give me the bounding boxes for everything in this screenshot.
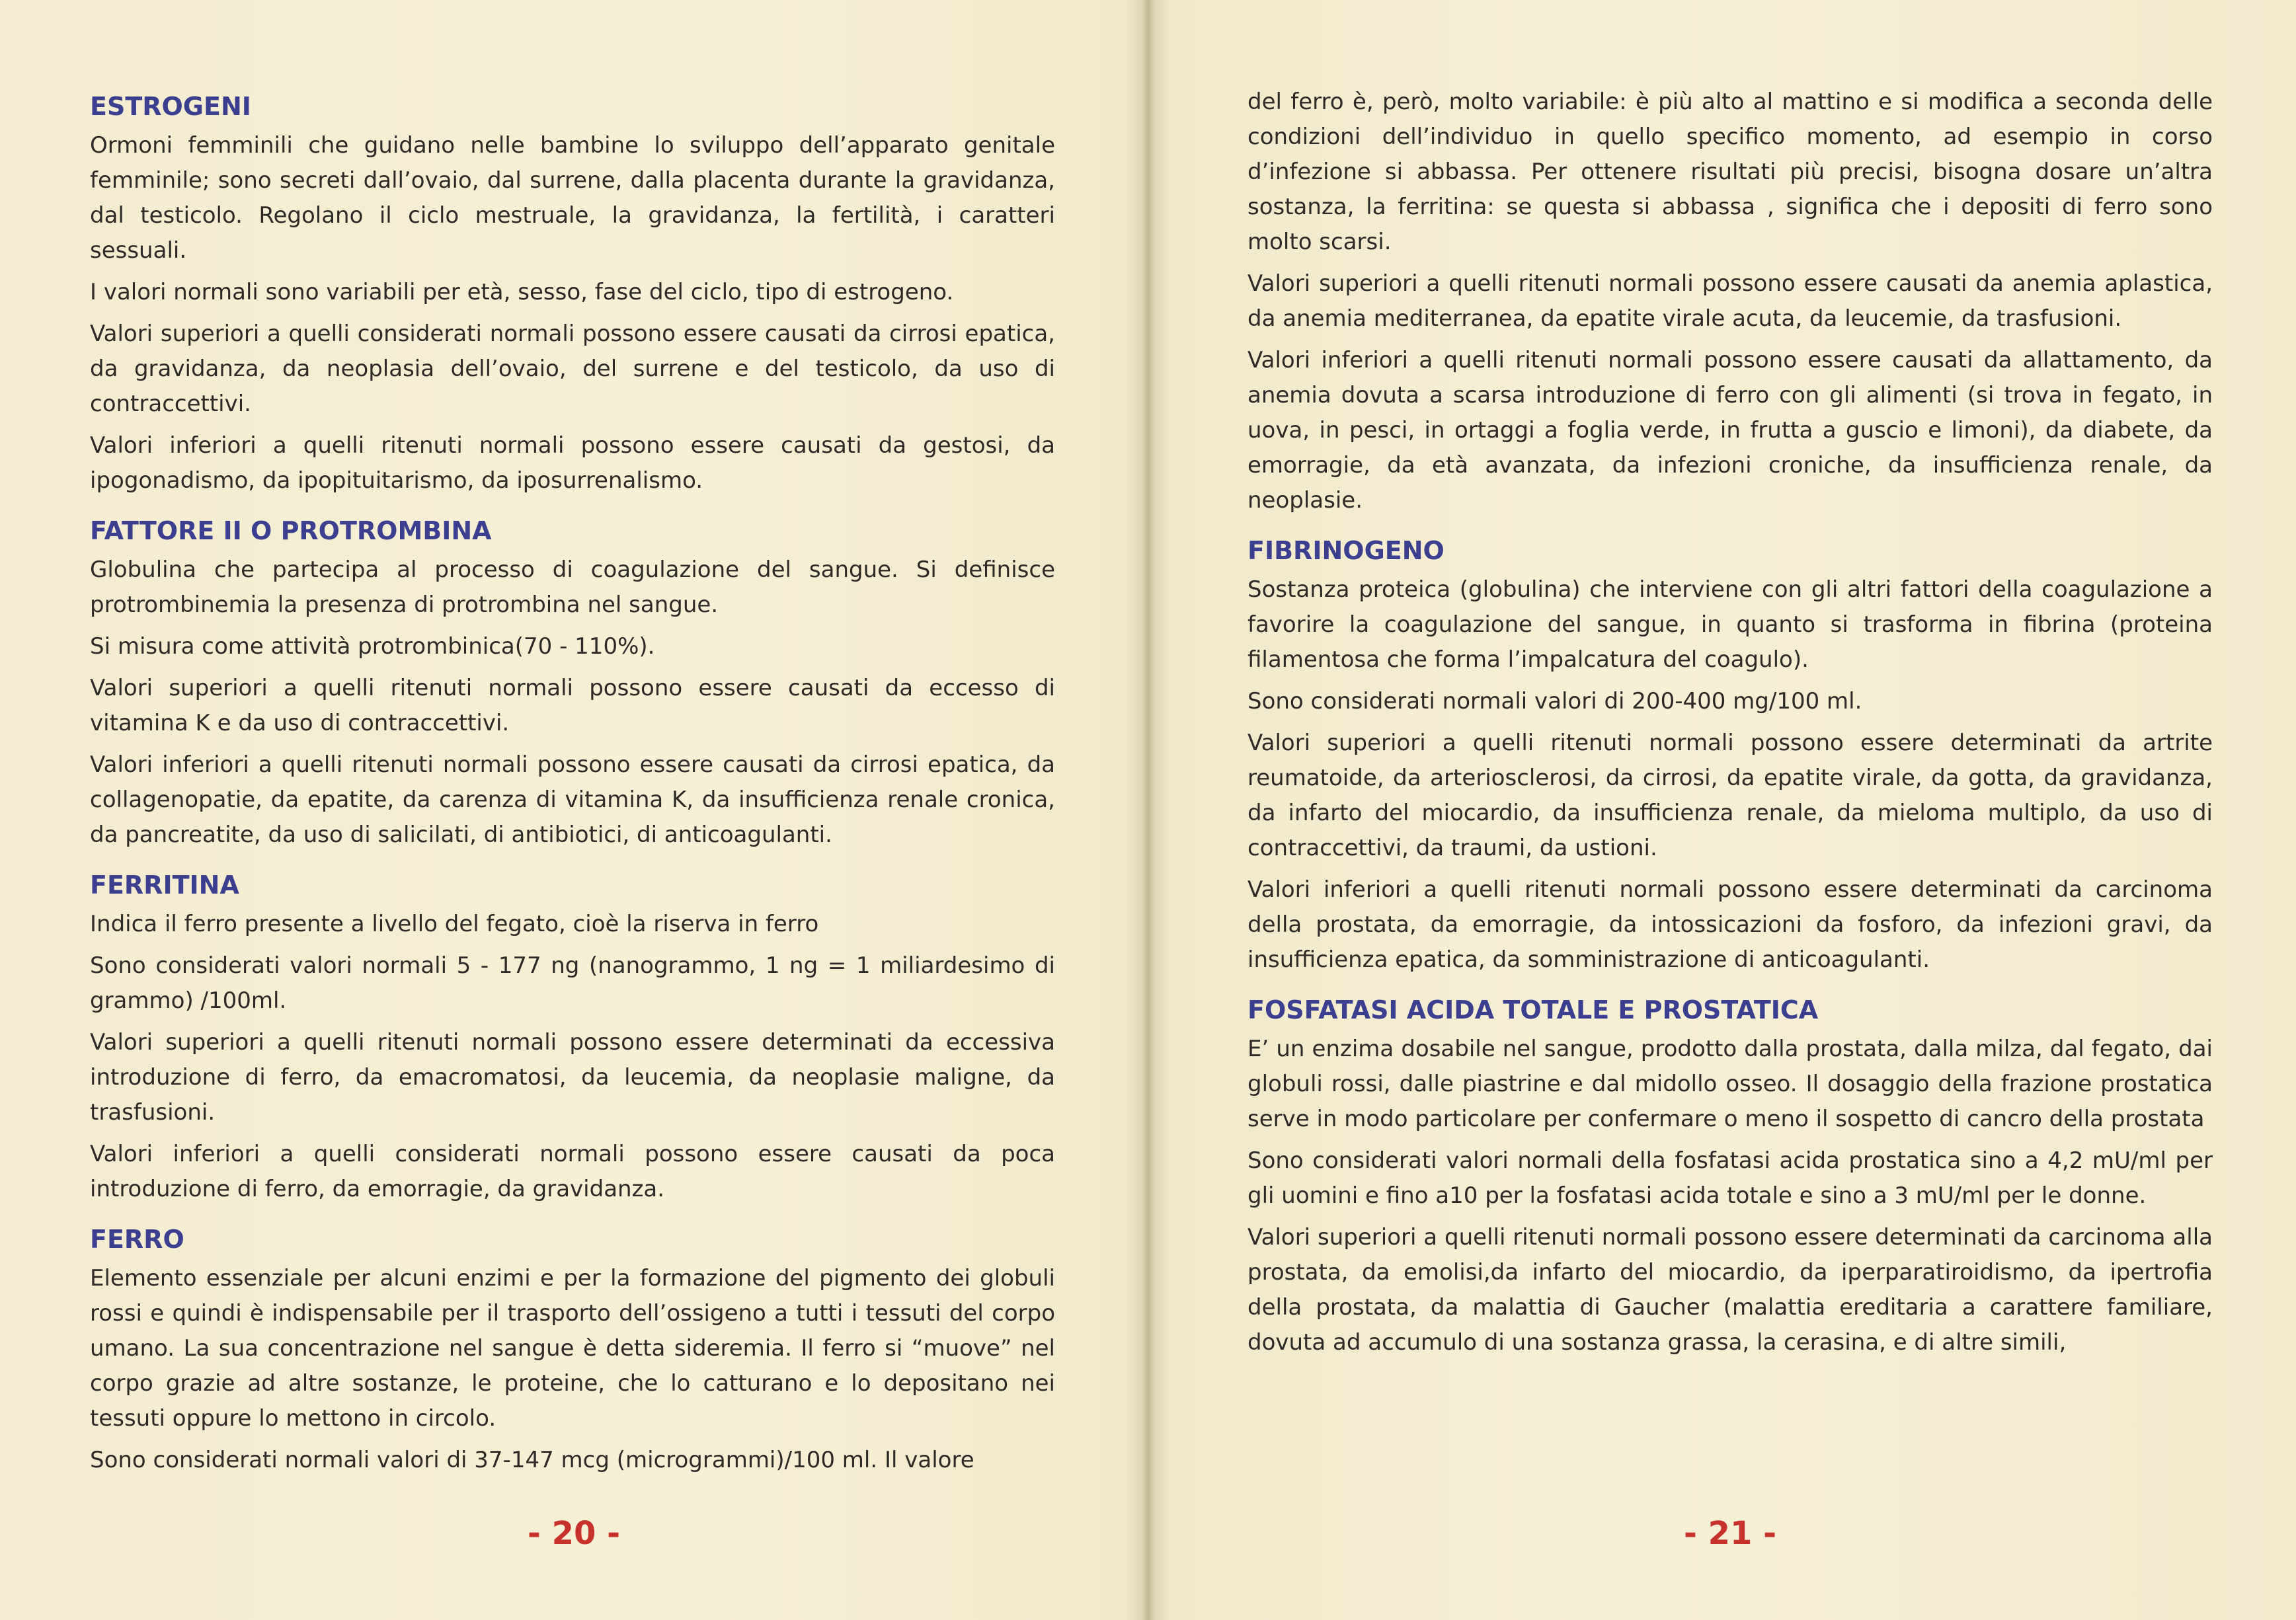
section-fibrinogeno xyxy=(1247,529,2213,978)
paragraph: Valori inferiori a quelli considerati normali possono essere causati da poca introduzione di ferro, da emorragie, da gravidanza. xyxy=(90,1141,1055,1202)
paragraph: I valori normali sono variabili per età, sesso, fase del ciclo, tipo di estrogeno. xyxy=(90,279,954,305)
paragraph: Globulina che partecipa al processo di coagulazione del sangue. Si definisce protrombinemia la presenza di protrombina nel sangue. xyxy=(90,557,1055,618)
section-title: FATTORE II O PROTROMBINA xyxy=(90,516,492,545)
paragraph: Valori superiori a quelli ritenuti normali possono essere causati da eccesso di vitamina K e da uso di contraccettivi. xyxy=(90,675,1055,736)
paragraph: Elemento essenziale per alcuni enzimi e per la formazione del pigmento dei globuli rossi e quindi è indispensabile per il trasporto dell’ossigeno a tutti i tessuti del corpo umano. La sua concentrazione nel sangue è detta sideremia. Il ferro si “muove” nel corpo grazie ad altre sostanze, le proteine, che lo catturano e lo depositano nei tessuti oppure lo mettono in circolo. xyxy=(90,1265,1055,1432)
section-title: ESTROGENI xyxy=(90,92,251,121)
paragraph: Valori superiori a quelli considerati normali possono essere causati da cirrosi epatica, da gravidanza, da neoplasia dell’ovaio, del surrene e del testicolo, da uso di contraccettivi. xyxy=(90,321,1055,417)
paragraph: Ormoni femminili che guidano nelle bambine lo sviluppo dell’apparato genitale femminile; sono secreti dall’ovaio, dal surrene, dalla placenta durante la gravidanza, dal testicolo. Regolano il ciclo mestruale, la gravidanza, la fertilità, i caratteri sessuali. xyxy=(90,132,1055,264)
paragraph: Indica il ferro presente a livello del fegato, cioè la riserva in ferro xyxy=(90,911,819,937)
section-title: FERRITINA xyxy=(90,870,239,900)
paragraph: Valori superiori a quelli ritenuti normali possono essere determinati da eccessiva introduzione di ferro, da emacromatosi, da leucemia, da neoplasie maligne, da trasfusioni. xyxy=(90,1029,1055,1126)
paragraph: Si misura come attività protrombinica(70 - 110%). xyxy=(90,633,655,660)
paragraph: Valori inferiori a quelli ritenuti normali possono essere causati da allattamento, da anemia dovuta a scarsa introduzione di ferro con gli alimenti (si trova in fegato, in uova, in pesci, in ortaggi a foglia verde, in frutta a guscio e limoni), da diabete, da emorragie, da età avanzata, da infezioni croniche, da insufficienza renale, da neoplasie. xyxy=(1247,347,2213,514)
left-page-column xyxy=(90,85,1055,1488)
section-fosfatasi xyxy=(1247,988,2213,1360)
paragraph: Valori inferiori a quelli ritenuti normali possono essere causati da gestosi, da ipogonadismo, da ipopituitarismo, da iposurrenalismo. xyxy=(90,432,1055,494)
page-number: - 21 - xyxy=(1683,1515,1777,1552)
paragraph: Sono considerati normali valori di 200-400 mg/100 ml. xyxy=(1247,688,1862,714)
paragraph: Sono considerati valori normali 5 - 177 ng (nanogrammo, 1 ng = 1 miliardesimo di grammo) /100ml. xyxy=(90,952,1055,1014)
paragraph: Sono considerati normali valori di 37-147 mcg (microgrammi)/100 ml. Il valore xyxy=(90,1447,974,1473)
paragraph: E’ un enzima dosabile nel sangue, prodotto dalla prostata, dalla milza, dal fegato, dai globuli rossi, dalle piastrine e dal midollo osseo. Il dosaggio della frazione prostatica serve in modo particolare per confermare o meno il sospetto di cancro della prostata xyxy=(1247,1036,2213,1132)
paragraph: Sono considerati valori normali della fosfatasi acida prostatica sino a 4,2 mU/ml per gli uomini e fino a10 per la fosfatasi acida totale e sino a 3 mU/ml per le donne. xyxy=(1247,1147,2213,1209)
paragraph: Valori inferiori a quelli ritenuti normali possono essere determinati da carcinoma della prostata, da emorragie, da intossicazioni da fosforo, da infezioni gravi, da insufficienza epatica, da somministrazione di anticoagulanti. xyxy=(1247,876,2213,973)
paragraph: Valori superiori a quelli ritenuti normali possono essere determinati da artrite reumatoide, da arteriosclerosi, da cirrosi, da epatite virale, da gotta, da gravidanza, da infarto del miocardio, da insufficienza renale, da mieloma multiplo, da uso di contraccettivi, da traumi, da ustioni. xyxy=(1247,730,2213,861)
section-fattore-ii xyxy=(90,509,1055,853)
paragraph: Sostanza proteica (globulina) che interviene con gli altri fattori della coagulazione a favorire la coagulazione del sangue, in quanto si trasforma in fibrina (proteina filamentosa che forma l’impalcatura del coagulo). xyxy=(1247,576,2213,673)
section-estrogeni xyxy=(90,85,1055,498)
right-page-column xyxy=(1247,85,2213,1371)
section-title: FERRO xyxy=(90,1225,184,1254)
paragraph: del ferro è, però, molto variabile: è più alto al mattino e si modifica a seconda delle condizioni dell’individuo in quello specifico momento, ad esempio in corso d’infezione si abbassa. Per ottenere risultati più precisi, bisogna dosare un’altra sostanza, la ferritina: se questa si abbassa , significa che i depositi di ferro sono molto scarsi. xyxy=(1247,89,2213,255)
paragraph: Valori inferiori a quelli ritenuti normali possono essere causati da cirrosi epatica, da collagenopatie, da epatite, da carenza di vitamina K, da insufficienza renale cronica, da pancreatite, da uso di salicilati, di antibiotici, di anticoagulanti. xyxy=(90,752,1055,848)
section-ferro-continued xyxy=(1247,85,2213,518)
page-number: - 20 - xyxy=(527,1515,621,1552)
section-title: FOSFATASI ACIDA TOTALE E PROSTATICA xyxy=(1247,995,1819,1024)
section-title: FIBRINOGENO xyxy=(1247,536,1445,565)
right-page xyxy=(1148,0,2296,1620)
paragraph: Valori superiori a quelli ritenuti normali possono essere determinati da carcinoma alla prostata, da emolisi,da infarto del miocardio, da iperparatiroidismo, da ipertrofia della prostata, da malattia di Gaucher (malattia ereditaria a carattere familiare, dovuta ad accumulo di una sostanza grassa, la cerasina, e di altre simili, xyxy=(1247,1224,2213,1356)
section-ferro xyxy=(90,1217,1055,1478)
section-ferritina xyxy=(90,863,1055,1207)
paragraph: Valori superiori a quelli ritenuti normali possono essere causati da anemia aplastica, da anemia mediterranea, da epatite virale acuta, da leucemie, da trasfusioni. xyxy=(1247,270,2213,332)
